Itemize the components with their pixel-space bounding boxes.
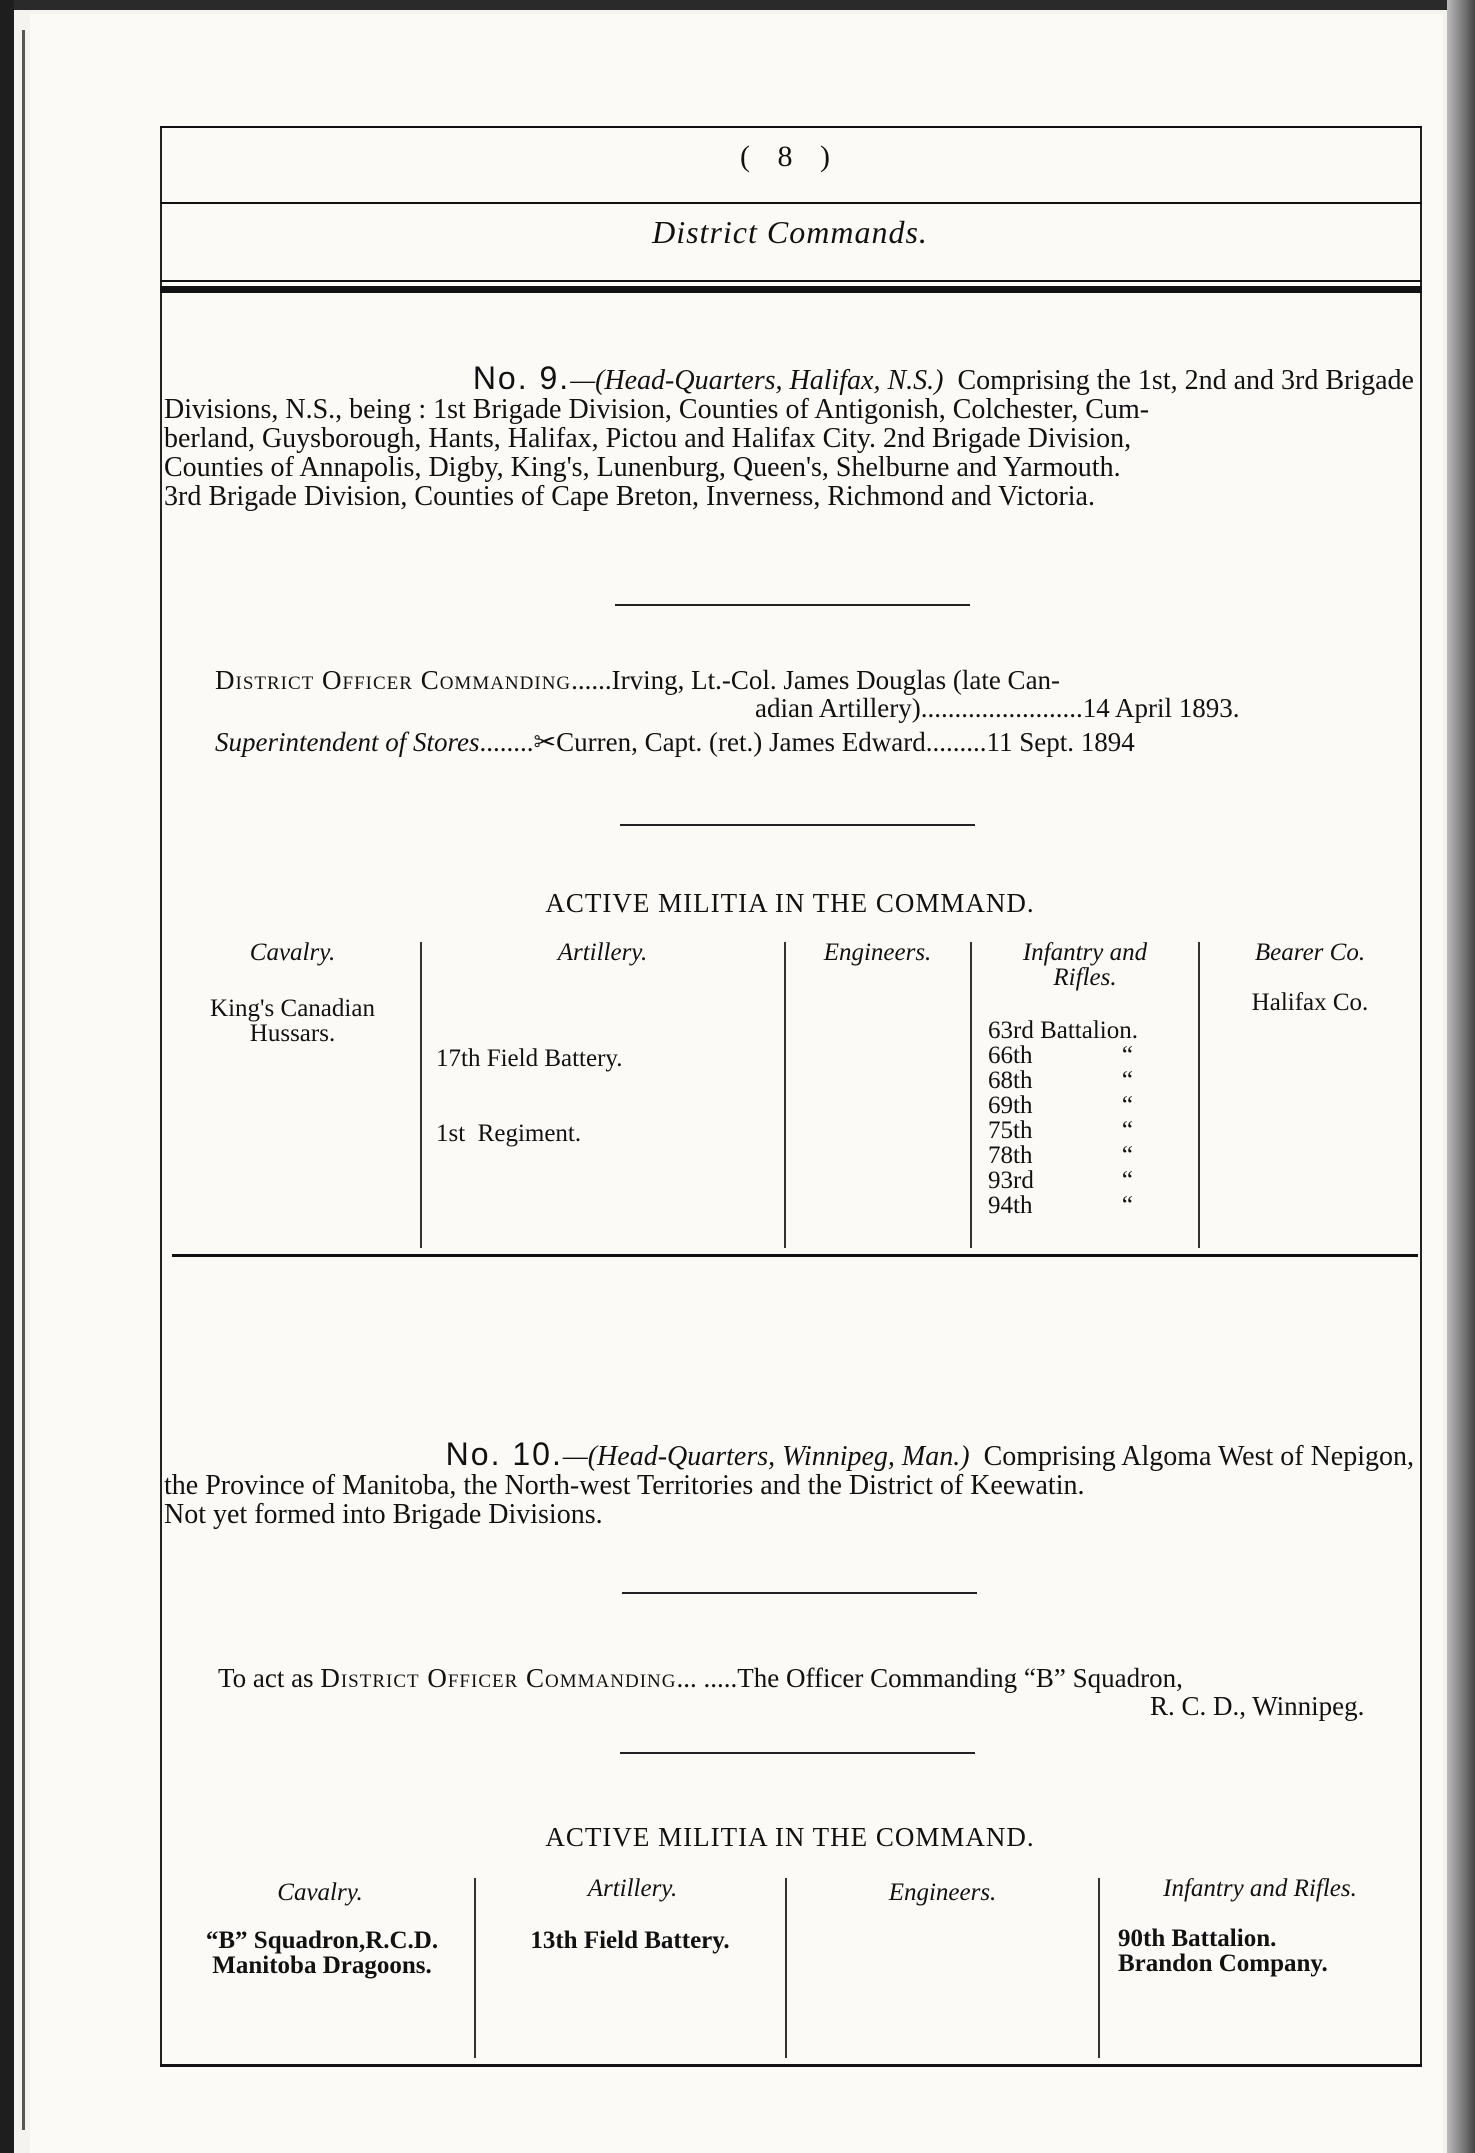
doc-label: District Officer Commanding <box>215 665 572 695</box>
infantry-unit <box>988 1143 1198 1168</box>
superintendent-of-stores <box>215 728 1135 756</box>
stores-name: ........✂Curren, Capt. (ret.) James Edward......... <box>479 727 987 757</box>
district-10-line: Not yet formed into Brigade Divisions. <box>164 1499 603 1530</box>
infantry-unit-number: 75th <box>988 1117 1033 1144</box>
bearer-cell-9: Halifax Co. <box>1251 989 1369 1016</box>
col-head-cavalry: Cavalry. <box>277 1879 363 1906</box>
infantry-unit <box>988 1093 1198 1118</box>
artillery-unit: 1st Regiment. <box>436 1120 582 1147</box>
act-label: District Officer Commanding <box>320 1663 677 1693</box>
act-officer-continued: R. C. D., Winnipeg. <box>1150 1691 1365 1721</box>
col-head-infantry: Infantry and Rifles. <box>1163 1875 1357 1902</box>
artillery-unit: 17th Field Battery. <box>436 1045 623 1072</box>
infantry-unit <box>988 1068 1198 1093</box>
infantry-unit: Brandon Company. <box>1118 1950 1328 1977</box>
district-10-number: No. 10. <box>445 1436 563 1472</box>
column-divider <box>970 942 972 1248</box>
infantry-cell-9 <box>988 1018 1198 1218</box>
infantry-unit-number: 78th <box>988 1142 1033 1169</box>
col-head-artillery: Artillery. <box>557 939 648 966</box>
column-divider <box>1198 942 1200 1248</box>
doc-date: 14 April 1893. <box>1082 693 1240 723</box>
district-9-first-line <box>164 360 1414 396</box>
col-head-cavalry: Cavalry. <box>249 939 336 966</box>
scan-edge-left <box>0 0 14 2153</box>
scan-edge-line <box>22 30 25 2130</box>
column-divider <box>420 942 422 1248</box>
infantry-cell-10 <box>1118 1926 1418 1976</box>
infantry-unit <box>988 1193 1198 1218</box>
col-head-infantry <box>975 940 1195 990</box>
doc-line2: adian Artillery)........................ <box>755 693 1083 723</box>
infantry-unit <box>988 1118 1198 1143</box>
district-10-line: Comprising Algoma West of Nepigon, <box>983 1441 1414 1472</box>
col-head-artillery: Artillery. <box>587 1875 678 1902</box>
infantry-unit-number: 94th <box>988 1192 1033 1219</box>
cavalry-cell-10 <box>172 1928 472 1978</box>
district-10-description <box>164 1436 1414 1530</box>
artillery-unit: 13th Field Battery. <box>530 1927 730 1954</box>
infantry-head-2: Rifles. <box>1053 964 1117 991</box>
col-head-engineers: Engineers. <box>823 939 932 966</box>
doc-name: ......Irving, Lt.-Col. James Douglas (late Can- <box>571 665 1061 695</box>
scan-edge-top <box>0 0 1475 10</box>
separator-rule <box>622 1592 977 1594</box>
infantry-unit <box>988 1168 1198 1193</box>
top-rule <box>160 126 1422 128</box>
district-9-line: Counties of Annapolis, Digby, King's, Lunenburg, Queen's, Shelburne and Yarmouth. <box>164 452 1121 483</box>
militia-title-10: ACTIVE MILITIA IN THE COMMAND. <box>545 1822 1035 1852</box>
district-10-line: the Province of Manitoba, the North-west Territories and the District of Keewatin. <box>164 1470 1085 1501</box>
artillery-cell-9 <box>436 996 776 1171</box>
district-9-line: Divisions, N.S., being : 1st Brigade Division, Counties of Antigonish, Colchester, Cum- <box>164 394 1150 425</box>
district-10-headquarters: —(Head-Quarters, Winnipeg, Man.) <box>562 1441 970 1472</box>
column-divider <box>784 942 786 1248</box>
table-bottom-rule <box>172 1254 1418 1257</box>
page-frame-right <box>1420 126 1422 2066</box>
page-bottom-rule <box>160 2064 1422 2067</box>
stores-label: Superintendent of Stores <box>215 727 480 757</box>
infantry-head-1: Infantry and <box>1022 939 1148 966</box>
acting-district-officer <box>218 1664 1183 1692</box>
ditto-mark: “ <box>1121 1092 1133 1119</box>
district-9-description <box>164 360 1414 512</box>
stores-date: 11 Sept. 1894 <box>986 727 1135 757</box>
infantry-unit <box>988 1043 1198 1068</box>
infantry-unit: 63rd Battalion. <box>988 1017 1138 1044</box>
cavalry-unit: “B” Squadron,R.C.D. <box>205 1927 439 1954</box>
ditto-mark: “ <box>1121 1117 1133 1144</box>
district-9-number: No. 9. <box>472 360 571 396</box>
infantry-unit-number: 66th <box>988 1042 1033 1069</box>
ditto-mark: “ <box>1121 1042 1133 1069</box>
doc-name-continued <box>755 694 1239 722</box>
ditto-mark: “ <box>1121 1192 1133 1219</box>
cavalry-unit: Hussars. <box>249 1020 336 1047</box>
infantry-unit-number: 69th <box>988 1092 1033 1119</box>
column-divider <box>474 1878 476 2058</box>
artillery-cell-10 <box>480 1928 780 1953</box>
cavalry-unit: King's Canadian <box>210 995 375 1022</box>
infantry-unit-number: 93rd <box>988 1167 1034 1194</box>
ditto-mark: “ <box>1121 1142 1133 1169</box>
district-9-line: berland, Guysborough, Hants, Halifax, Pictou and Halifax City. 2nd Brigade Division, <box>164 423 1132 454</box>
col-head-engineers: Engineers. <box>888 1879 997 1906</box>
title-rule-thin <box>160 280 1422 282</box>
act-prefix: To act as <box>218 1663 314 1693</box>
column-divider <box>1098 1878 1100 2058</box>
infantry-unit-number: 68th <box>988 1067 1033 1094</box>
title-rule-thick <box>160 286 1422 293</box>
act-officer: ... .....The Officer Commanding “B” Squadron, <box>676 1663 1183 1693</box>
scan-edge-right <box>1447 0 1475 2153</box>
section-title: District Commands. <box>652 214 928 250</box>
header-rule <box>160 202 1422 204</box>
separator-rule <box>620 824 975 826</box>
page-number: ( 8 ) <box>740 140 840 173</box>
district-9-line: Comprising the 1st, 2nd and 3rd Brigade <box>957 365 1414 396</box>
district-9-headquarters: —(Head-Quarters, Halifax, N.S.) <box>570 365 944 396</box>
militia-title-9: ACTIVE MILITIA IN THE COMMAND. <box>545 888 1035 918</box>
separator-rule <box>615 604 970 606</box>
col-head-bearer: Bearer Co. <box>1254 939 1366 966</box>
district-9-line: 3rd Brigade Division, Counties of Cape Breton, Inverness, Richmond and Victoria. <box>164 481 1095 512</box>
district-10-first-line <box>164 1436 1414 1472</box>
column-divider <box>785 1878 787 2058</box>
cavalry-cell-9 <box>170 996 415 1046</box>
ditto-mark: “ <box>1121 1067 1133 1094</box>
ditto-mark: “ <box>1121 1167 1133 1194</box>
cavalry-unit: Manitoba Dragoons. <box>212 1952 432 1979</box>
separator-rule <box>620 1752 975 1754</box>
infantry-unit: 90th Battalion. <box>1118 1925 1277 1952</box>
district-officer-commanding <box>215 666 1060 694</box>
